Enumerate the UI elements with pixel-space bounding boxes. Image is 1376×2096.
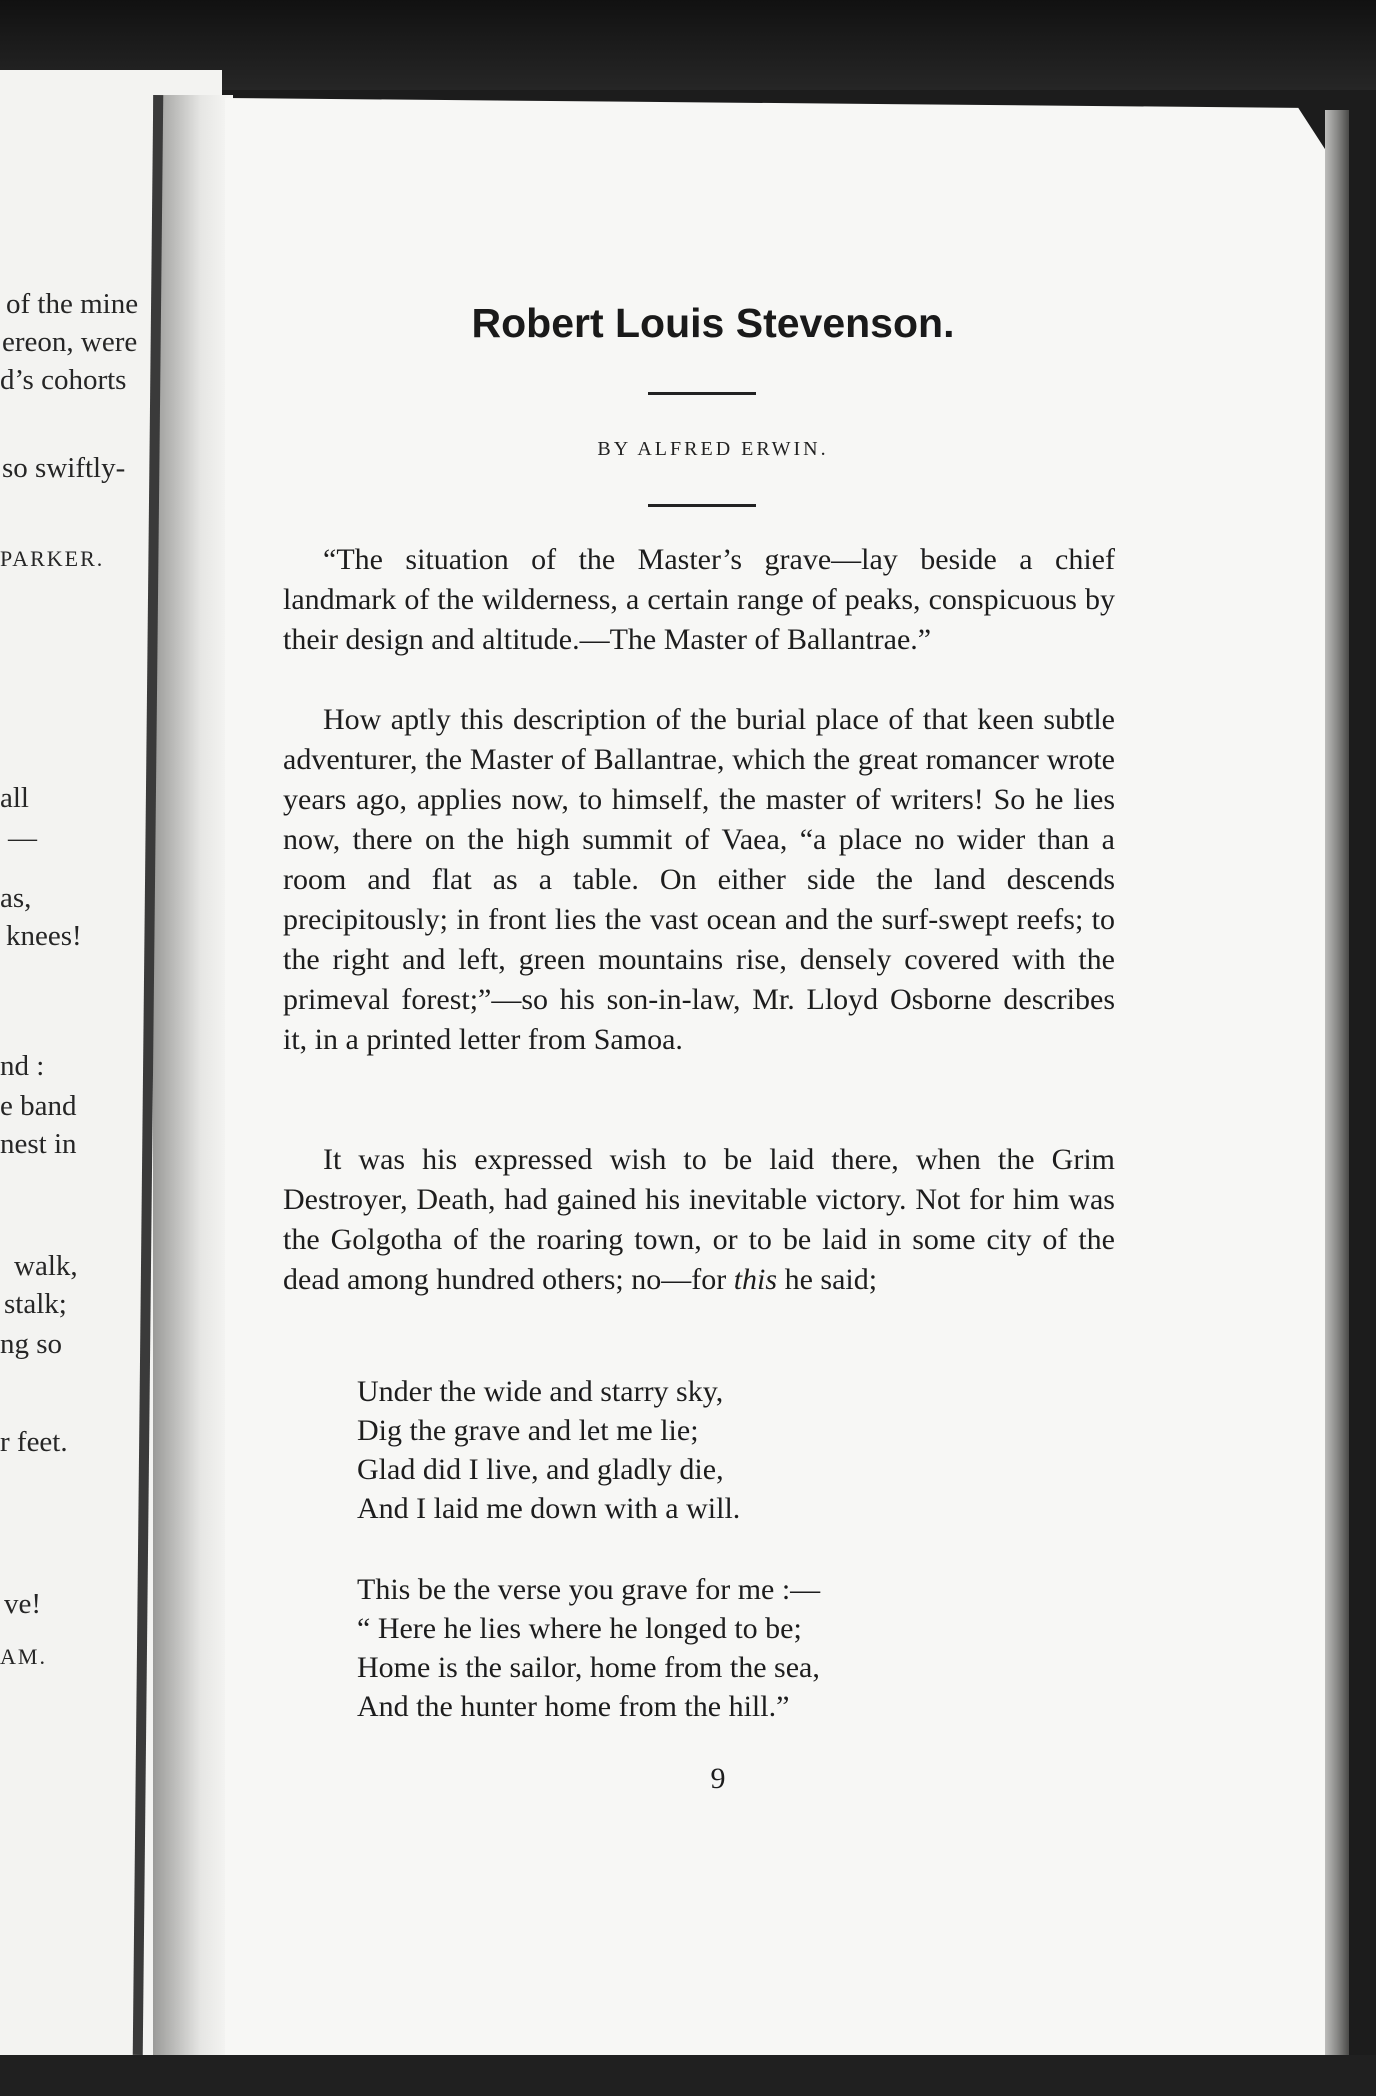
poem-stanza [357,1570,997,1726]
left-text-fragment: ereon, were [2,326,138,358]
page-number: 9 [710,1762,726,1795]
poem-line: “ Here he lies where he longed to be; [357,1612,802,1645]
emphasis: this [733,1263,778,1296]
left-text-fragment: all [0,782,29,814]
left-text-fragment: nest in [0,1128,77,1160]
article-title: Robert Louis Stevenson. [471,300,955,346]
left-text-fragment: walk, [14,1250,78,1282]
left-text-fragment: d’s cohorts [0,364,127,396]
left-text-fragment: ve! [4,1588,42,1620]
left-text-fragment: so swiftly- [2,452,126,484]
page-edge-shadow [1325,110,1349,2070]
right-page [225,98,1343,2070]
byline-rule [648,504,756,507]
poem-line: Home is the sailor, home from the sea, [357,1651,820,1684]
title-rule [648,392,756,395]
poem-line: And I laid me down with a will. [357,1492,741,1525]
left-text-fragment: e band [0,1090,77,1122]
left-text-fragment: — [8,822,37,854]
poem-line: Glad did I live, and gladly die, [357,1453,724,1486]
byline: BY ALFRED ERWIN. [597,438,829,460]
left-text-fragment: as, [0,882,32,914]
gutter-shadow [153,95,233,2055]
opening-quote: “The situation of the Master’s grave—lay beside a chief landmark of the wilderness, a certain range of peaks, conspicuous by their design and altitude.—The Master of Ballantrae.” [283,543,1115,656]
poem-line: This be the verse you grave for me :— [357,1573,821,1606]
left-text-fragment: stalk; [4,1288,67,1320]
paragraph: How aptly this description of the burial place of that keen subtle adventurer, the Master of Ballantrae, which the great romancer wrote years ago, applies now, to himself, the master of writers! So he lies now, there on the high summit of Vaea, “a place no wider than a room and flat as a table. On either side the land descends precipitously; in front lies the vast ocean and the surf-swept reefs; to the right and left, green mountains rise, densely covered with the primeval forest;”—so his son-in-law, Mr. Lloyd Osborne describes it, in a printed letter from Samoa. [283,703,1115,1056]
poem-line: And the hunter home from the hill.” [357,1690,790,1723]
left-text-fragment: PARKER. [0,546,105,571]
poem-stanza [357,1372,997,1528]
left-text-fragment: AM. [0,1644,47,1669]
left-text-fragment: ng so [0,1328,63,1360]
scan-background-bottom [0,2055,1376,2096]
poem-line: Under the wide and starry sky, [357,1375,724,1408]
left-text-fragment: r feet. [0,1426,68,1458]
paragraph: It was his expressed wish to be laid there, when the Grim Destroyer, Death, had gained his inevitable victory. Not for him was the Golgotha of the roaring town, or to be laid in some city of the dead among hundred others; no—for this he said; [283,1143,1115,1296]
poem-line: Dig the grave and let me lie; [357,1414,699,1447]
left-text-fragment: of the mine [6,288,139,320]
left-text-fragment: knees! [6,920,82,952]
left-text-fragment: nd : [0,1050,45,1082]
